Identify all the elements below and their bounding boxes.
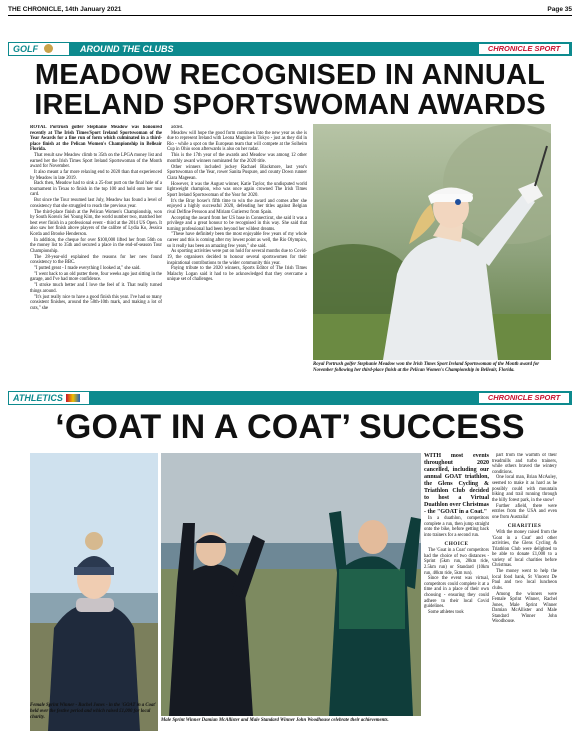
chronicle-sport-logo-athletics: CHRONICLE SPORT [479, 393, 569, 403]
article-paragraph: One local man, Brian McAuley, seemed to make it as hard as he possibly could with mountain biking and trail running through the hilly forest park, in the snow! [492, 475, 557, 503]
article-paragraph: Further afield, there were entries from the USA and even one from Australia! [492, 503, 557, 520]
article-paragraph: Since the event was virtual, competitors could complete it at a time and in a place of their own choosing - ensuring they could adhere to their local Covid guidelines. [424, 576, 489, 610]
article-paragraph: The third-place finish at the Pelican Women's Championship, won by South Korea's Sei Young Kim, the world number two, matched her best ever finish in a professional event - third at the 2014 US Open. It also saw her finish above players of the calibre of Lydia Ko, Jessica Korda and Brooke Henderson. [30, 209, 162, 237]
article-paragraph: "I putted great - I made everything I looked at," she said. [34, 266, 141, 272]
athletics-logo-icon [66, 394, 80, 402]
article-paragraph: The 'Goat in a Coat' competitors had the choice of two distances - Sprint (5km run, 20km ride, 2.5km run) or Standard (10km run, 40km ride, 5km run). [424, 548, 489, 576]
article-paragraph: That result saw Meadow climb to 35th on the LPGA money list and earned her the Irish Times Sport Ireland Sportswoman of the Month award for November. [30, 153, 162, 170]
stephanie-meadow-photo [313, 124, 551, 360]
rachel-jones-caption: Female Sprint Winner - Rachel Jones - in the 'GOAT in a Coat' held over the festive period and which raised £1,000 for local charity. [30, 703, 157, 720]
golf-subsection: AROUND THE CLUBS [80, 44, 174, 54]
masthead [8, 4, 572, 16]
article-paragraph: In a duathlon, competitors complete a run, then jump straight onto the bike, before getting back into trainers for a second run. [424, 516, 489, 538]
article-paragraph: Some athletes took [428, 609, 464, 615]
winners-caption: Male Sprint Winner Damian McAllister and Male Standard Winner John Woodhouse celebrate their achievements. [161, 718, 389, 723]
article-paragraph: Back then, Meadow had to sink a 25-foot putt on the final hole of a tournament in Texas to finish in the top 100 and hold onto her tour card. [30, 181, 162, 198]
article-subheading: CHARITIES [507, 523, 542, 530]
article-paragraph: Meadow will hope the good form continues into the new year as she is due to represent Ireland with Leona Maguire in Tokyo - just as they did in Rio - while a spot on the European team that will compete at the Solheim Cup in Ohio soon afterwards is also on her radar. [167, 130, 307, 153]
golf-ball-icon [44, 44, 53, 53]
golf-headline: MEADOW RECOGNISED IN ANNUAL IRELAND SPORTSWOMAN AWARDS [34, 59, 546, 121]
article-paragraph: This is the 17th year of the awards and Meadow was among 12 other monthly award winners nominated for the 2020 title. [167, 153, 307, 164]
rachel-jones-photo [30, 453, 158, 731]
article-paragraph: It also meant a far more relaxing end to 2020 than that experienced by Meadow in late 2019. [30, 169, 162, 181]
article-paragraph: The 28-year-old explained the reasons for her new found consistency to the BBC. [30, 254, 162, 266]
golf-photo-caption: Royal Portrush golfer Stephanie Meadow won the Irish Times Sport Ireland Sportswoman of the Month award for November following her third-place finish at the Pelican Women's Championship in Belleair, Florida. [313, 362, 540, 373]
golf-section-bar [8, 42, 572, 56]
golf-article-column-2 [167, 125, 307, 365]
article-paragraph: WITH most events throughout 2020 cancelled, including our annual GOAT triathlon, the Glens Cycling & Triathlon Club decided to host a Virtual Duathlon over Christmas - the "GOAT in a Coat." [424, 453, 489, 515]
golf-section-label: GOLF [8, 42, 70, 56]
article-paragraph: However, it was the August winner, Katie Taylor, the undisputed world lightweight champion, who was once again crowned The Irish Times Sport Ireland Sportswoman of the Year for 2020. [167, 181, 307, 198]
article-paragraph: "These have definitely been the most enjoyable few years of my whole career and this is coming after my lowest point as well, the Rio Olympics, so it really has been an amazing few years," she said. [167, 232, 307, 249]
masthead-date: THE CHRONICLE, 14th January 2021 [8, 6, 122, 13]
article-paragraph: But since the Tour resumed last July, Meadow has found a level of consistency that she struggled to reach the previous year. [30, 198, 162, 209]
article-paragraph: Other winners included jockey Rachael Blackmore, last year's Sportswoman of the Year, rower Sanita Puspure, and county Down runner Ciara Mageean. [167, 164, 307, 181]
athletics-headline: ‘GOAT IN A COAT’ SUCCESS [55, 408, 525, 446]
article-paragraph: Paying tribute to the 2020 winners, Sports Editor of The Irish Times Malachy Logan said it had to be acknowledged that they overcame a unique set of challenges. [167, 266, 307, 283]
article-paragraph: With the money raised from the 'Goat in a Coat' and other activities, the Glens Cycling & Triathlon Club were delighted to be able to donate £1,000 to a variety of local charities before Christmas. [492, 530, 557, 569]
article-subheading: CHOICE [444, 541, 469, 548]
article-paragraph: "I stroke much better and I love the feel of it. That really turned things around. [30, 283, 162, 294]
article-paragraph: In addition, the cheque for over $100,000 lifted her from 56th on the money list to 35th and secured a place in the end-of-season Tour Championship. [30, 237, 162, 254]
article-paragraph: As sporting activities were put on hold for several months due to Covid-19, the organisers decided to honour several sportswomen for their inspirational contributions to the wider community this year. [167, 249, 307, 266]
article-paragraph: It's the Bray boxer's fifth time to win the award and comes after she enjoyed a highly successful 2020, defending her titles against Belgian rival Delfine Persoon and Miriam Gutierrez from Spain. [167, 198, 307, 215]
winners-photo [161, 453, 421, 716]
athletics-article-column-2 [492, 453, 557, 733]
article-paragraph: added. [171, 125, 184, 130]
article-paragraph: part from the warmth of their treadmills and turbo trainers, while others braved the wintery conditions. [492, 453, 557, 475]
page-number: Page 35 [547, 6, 572, 13]
golf-article-column-1 [30, 125, 162, 365]
article-paragraph: "It's just really nice to have a good finish this year. I've had so many consistent finishes, around the 50th-10th mark, and making a lot of cuts," she [30, 294, 162, 311]
article-paragraph: ROYAL Portrush golfer Stephanie Meadow was honoured recently at The Irish Times/Sport Ireland Sportswoman of the Year Awards for a fine run of form which culminated in a third-place finish at the Pelican Women's Championship in Belleair Florida. [30, 125, 162, 153]
athletics-article-column-1 [424, 453, 489, 733]
article-paragraph: Accepting the award from her US base in Connecticut, she said it was a privilege and a great honour to be recognised in this way. She said that turning professional had been beyond her wildest dreams. [167, 215, 307, 232]
article-paragraph: The money went to help the local food bank, St Vincent De Paul and two local luncheon clubs. [492, 569, 557, 591]
chronicle-sport-logo: CHRONICLE SPORT [479, 44, 569, 54]
article-paragraph: "I went back to an old putter there, four weeks ago just sitting in the garage, and I've had more confidence. [30, 271, 162, 283]
athletics-section-bar [8, 391, 572, 405]
athletics-section-label: ATHLETICS [8, 391, 90, 405]
article-paragraph: Among the winners were Female Sprint Winner, Rachel Jones, Male Sprint Winner Damian McAllister and Male Standard Winner John Woodhouse. [492, 591, 557, 625]
